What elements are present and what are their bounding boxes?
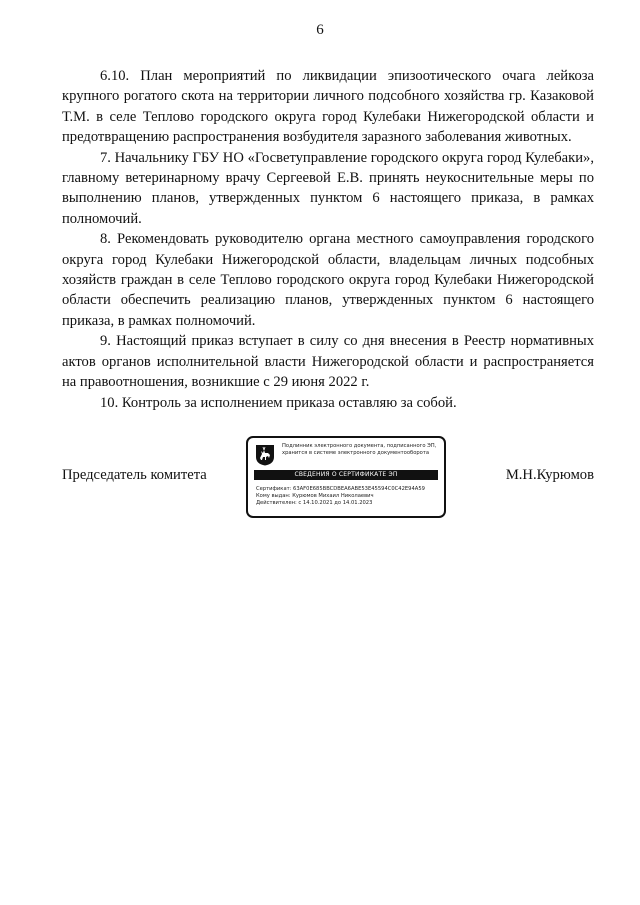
stamp-certificate: Сертификат: 63AF0E685BBCDBEA6ABE53E45594C0C42E94A59 <box>256 486 425 492</box>
stamp-validity: Действителен: с 14.10.2021 до 14.01.2023 <box>256 500 373 507</box>
page-number: 6 <box>316 22 324 38</box>
deer-emblem-icon <box>255 444 275 466</box>
document-body <box>62 66 594 413</box>
paragraph-6-10: 6.10. План мероприятий по ликвидации эпизоотического очага лейкоза крупного рогатого скота на территории личного подсобного хозяйства гр. Казаковой Т.М. в селе Теплово городского округа город Кулебаки Нижегородской области и предотвращению распространения возбудителя заразного заболевания животных. <box>62 68 594 146</box>
signatory-position: Председатель комитета <box>62 467 207 483</box>
signatory-name: М.Н.Курюмов <box>505 467 594 483</box>
paragraph-7: 7. Начальнику ГБУ НО «Госветуправление городского округа город Кулебаки», главному ветеринарному врачу Сергеевой Е.В. принять неукоснительные меры по выполнению планов, утвержденных пунктом 6 настоящего приказа, в рамках полномочий. <box>62 149 594 227</box>
paragraph-8: 8. Рекомендовать руководителю органа местного самоуправления городского округа город Кулебаки Нижегородской области, владельцам личных подсобных хозяйств граждан в селе Теплово городского округа город Кулебаки Нижегородской области обеспечить реализацию планов, утвержденных пунктом 6 настоящего приказа, в рамках полномочий. <box>62 231 594 329</box>
paragraph-9: 9. Настоящий приказ вступает в силу со дня внесения в Реестр нормативных актов органов исполнительной власти Нижегородской области и распространяется на правоотношения, возникшие с 29 июня 2022 г. <box>62 333 594 391</box>
stamp-title: СВЕДЕНИЯ О СЕРТИФИКАТЕ ЭП <box>254 470 438 480</box>
signature-block <box>62 434 594 526</box>
electronic-signature-stamp <box>246 436 446 518</box>
stamp-owner: Кому выдан: Курюмов Михаил Николаевич <box>256 493 374 500</box>
stamp-details <box>256 486 440 508</box>
paragraph-10: 10. Контроль за исполнением приказа оставляю за собой. <box>100 394 457 411</box>
stamp-caption: Подлинник электронного документа, подписанного ЭП, хранится в системе электронного документооборота <box>282 443 437 456</box>
